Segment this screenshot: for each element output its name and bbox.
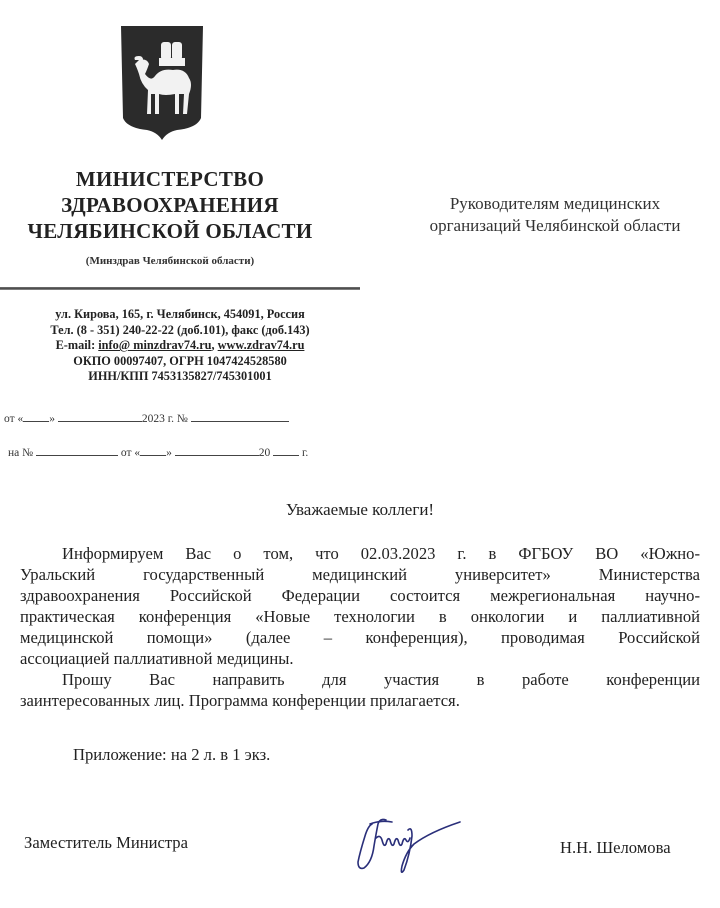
okpo-ogrn-line: ОКПО 00097407, ОГРН 1047424528580 — [73, 353, 287, 368]
ministry-title — [0, 166, 340, 244]
paragraph-2 — [20, 669, 700, 711]
reg-quote-close: » — [49, 413, 55, 425]
ministry-title-line: МИНИСТЕРСТВО — [75, 167, 265, 191]
month-blank — [58, 410, 142, 422]
email-prefix: E-mail: — [55, 338, 99, 353]
paragraph-1 — [20, 543, 700, 669]
ministry-title-line: ЧЕЛЯБИНСКОЙ ОБЛАСТИ — [27, 219, 313, 243]
contact-block — [0, 307, 360, 385]
signer-title: Заместитель Министра — [24, 833, 188, 852]
year-blank — [273, 444, 299, 456]
ref-number-blank — [36, 444, 118, 456]
reg-from-label: от « — [4, 413, 24, 425]
day-blank — [23, 410, 49, 422]
reg-on-number-label: на № — [8, 447, 34, 459]
body-line: заинтересованных лиц. Программа конференции прилагается. — [20, 691, 460, 710]
greeting: Уважаемые коллеги! — [285, 500, 435, 519]
ministry-title-line: ЗДРАВООХРАНЕНИЯ — [61, 193, 279, 217]
header-divider — [0, 287, 360, 290]
email-separator: , — [211, 338, 218, 353]
addressee-line: Руководителям медицинских — [449, 194, 661, 213]
coat-of-arms-emblem — [117, 22, 207, 144]
addressee-line: организаций Челябинской области — [429, 216, 681, 235]
body-line: Уральский государственный медицинский университет» Министерства — [20, 565, 700, 584]
handwritten-signature-icon — [350, 810, 490, 880]
website-link[interactable]: www.zdrav74.ru — [217, 338, 305, 353]
incoming-registration-line — [8, 444, 308, 459]
signer-name: Н.Н. Шеломова — [560, 838, 671, 857]
reg-year-suffix: г. — [301, 447, 309, 459]
number-blank — [191, 410, 289, 422]
signature-image — [350, 810, 490, 880]
attachment-note: Приложение: на 2 л. в 1 экз. — [73, 745, 271, 764]
letter-body — [20, 543, 700, 711]
reg-from-label: от « — [120, 447, 141, 459]
month-blank — [175, 444, 259, 456]
reg-year-label: 2023 г. № — [141, 413, 188, 425]
outgoing-registration-line — [4, 410, 289, 425]
day-blank — [140, 444, 166, 456]
body-line: практическая конференция «Новые технологии в онкологии и паллиативной — [20, 607, 700, 626]
body-line: здравоохранения Российской Федерации состоится межрегиональная научно- — [20, 586, 700, 605]
body-line: Информируем Вас о том, что 02.03.2023 г. в ФГБОУ ВО «Южно- — [62, 544, 700, 563]
reg-year-label: 20 — [258, 447, 271, 459]
body-line: ассоциацией паллиативной медицины. — [20, 649, 294, 668]
body-line: Прошу Вас направить для участия в работе конференции — [62, 670, 700, 689]
camel-shield-icon — [117, 22, 207, 144]
email-link[interactable]: info@ minzdrav74.ru — [98, 338, 212, 353]
reg-quote-close: » — [166, 447, 172, 459]
body-line: медицинской помощи» (далее – конференция), проводимая Российской — [20, 628, 700, 647]
phone-line: Тел. (8 - 351) 240-22-22 (доб.101), факс (доб.143) — [50, 322, 310, 337]
ministry-short-name: (Минздрав Челябинской области) — [85, 255, 255, 267]
addressee-block — [385, 193, 720, 237]
email-line — [0, 338, 360, 354]
inn-kpp-line: ИНН/КПП 7453135827/745301001 — [88, 369, 272, 384]
address-line: ул. Кирова, 165, г. Челябинск, 454091, Россия — [55, 307, 305, 321]
